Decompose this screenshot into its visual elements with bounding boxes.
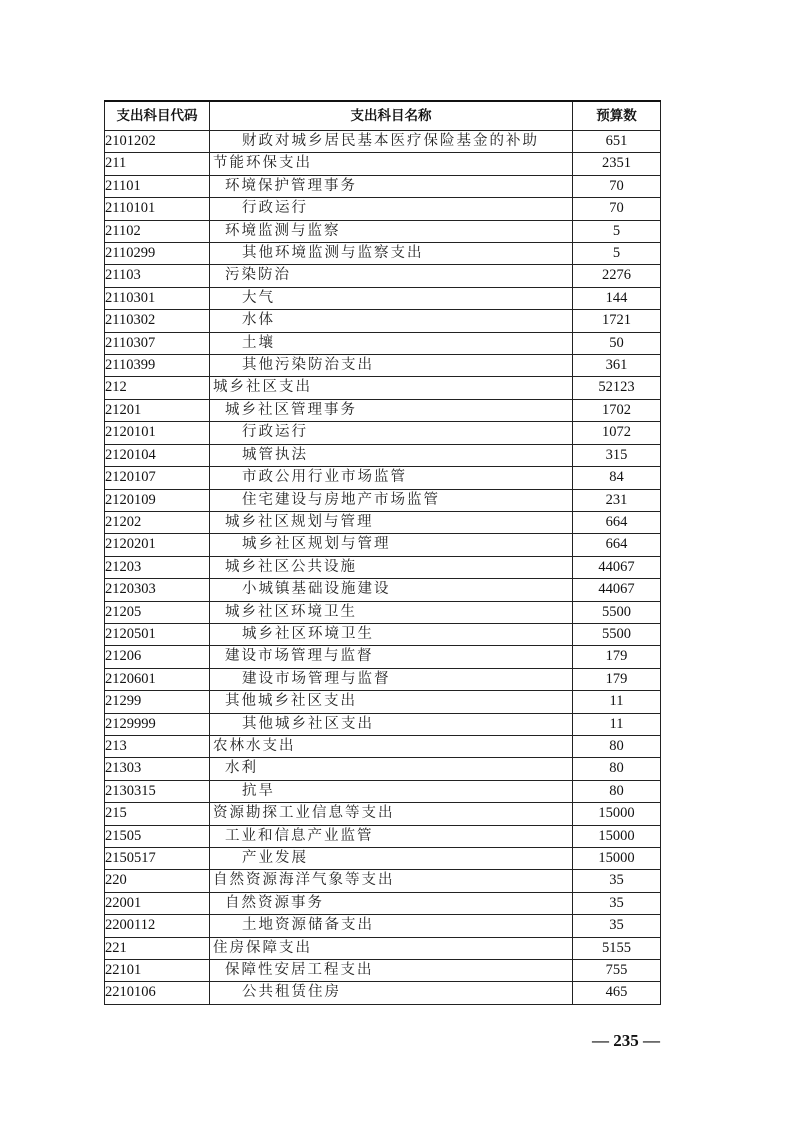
code-cell: 2110307 — [105, 332, 210, 354]
table-row — [105, 444, 661, 466]
table-row — [105, 153, 661, 175]
table-row — [105, 332, 661, 354]
table-row — [105, 175, 661, 197]
table-row — [105, 511, 661, 533]
code-cell: 21101 — [105, 175, 210, 197]
table-row — [105, 870, 661, 892]
code-cell: 21102 — [105, 220, 210, 242]
name-cell: 住房保障支出 — [210, 937, 573, 959]
amount-cell: 35 — [573, 870, 661, 892]
amount-cell: 179 — [573, 646, 661, 668]
name-cell: 其他城乡社区支出 — [210, 691, 573, 713]
code-cell: 2120107 — [105, 467, 210, 489]
code-cell: 21201 — [105, 399, 210, 421]
table-row — [105, 915, 661, 937]
amount-cell: 84 — [573, 467, 661, 489]
name-cell: 水利 — [210, 758, 573, 780]
code-cell: 21299 — [105, 691, 210, 713]
table-header-row — [105, 101, 661, 131]
table-row — [105, 758, 661, 780]
table-row — [105, 960, 661, 982]
name-cell: 住宅建设与房地产市场监管 — [210, 489, 573, 511]
name-cell: 环境保护管理事务 — [210, 175, 573, 197]
amount-cell: 80 — [573, 780, 661, 802]
name-cell: 财政对城乡居民基本医疗保险基金的补助 — [210, 131, 573, 153]
table-row — [105, 803, 661, 825]
amount-cell: 11 — [573, 713, 661, 735]
code-cell: 2120501 — [105, 623, 210, 645]
table-row — [105, 265, 661, 287]
code-cell: 2101202 — [105, 131, 210, 153]
code-cell: 2110299 — [105, 243, 210, 265]
table-row — [105, 937, 661, 959]
amount-cell: 5155 — [573, 937, 661, 959]
name-cell: 环境监测与监察 — [210, 220, 573, 242]
name-cell: 城乡社区环境卫生 — [210, 601, 573, 623]
code-cell: 2110302 — [105, 310, 210, 332]
code-cell: 22101 — [105, 960, 210, 982]
amount-cell: 44067 — [573, 556, 661, 578]
code-cell: 21303 — [105, 758, 210, 780]
amount-cell: 5 — [573, 243, 661, 265]
page-number: — 235 — — [592, 1031, 660, 1050]
name-cell: 资源勘探工业信息等支出 — [210, 803, 573, 825]
amount-cell: 755 — [573, 960, 661, 982]
code-cell: 212 — [105, 377, 210, 399]
name-cell: 城乡社区规划与管理 — [210, 511, 573, 533]
name-cell: 自然资源事务 — [210, 892, 573, 914]
name-cell: 城乡社区支出 — [210, 377, 573, 399]
amount-cell: 44067 — [573, 579, 661, 601]
name-cell: 小城镇基础设施建设 — [210, 579, 573, 601]
table-row — [105, 243, 661, 265]
budget-table — [104, 100, 661, 1005]
name-cell: 城乡社区规划与管理 — [210, 534, 573, 556]
amount-cell: 315 — [573, 444, 661, 466]
name-cell: 建设市场管理与监督 — [210, 646, 573, 668]
name-cell: 其他环境监测与监察支出 — [210, 243, 573, 265]
amount-cell: 50 — [573, 332, 661, 354]
code-cell: 21206 — [105, 646, 210, 668]
name-cell: 行政运行 — [210, 422, 573, 444]
name-cell: 城乡社区环境卫生 — [210, 623, 573, 645]
table-row — [105, 623, 661, 645]
amount-cell: 5500 — [573, 623, 661, 645]
code-cell: 220 — [105, 870, 210, 892]
amount-cell: 15000 — [573, 848, 661, 870]
amount-cell: 651 — [573, 131, 661, 153]
table-row — [105, 422, 661, 444]
code-cell: 2120101 — [105, 422, 210, 444]
amount-cell: 664 — [573, 534, 661, 556]
name-cell: 保障性安居工程支出 — [210, 960, 573, 982]
table-row — [105, 601, 661, 623]
code-cell: 221 — [105, 937, 210, 959]
code-cell: 2120104 — [105, 444, 210, 466]
amount-cell: 1721 — [573, 310, 661, 332]
table-row — [105, 310, 661, 332]
table-row — [105, 220, 661, 242]
code-cell: 21205 — [105, 601, 210, 623]
table-row — [105, 691, 661, 713]
table-row — [105, 287, 661, 309]
amount-cell: 1702 — [573, 399, 661, 421]
table-row — [105, 892, 661, 914]
name-cell: 农林水支出 — [210, 735, 573, 757]
name-cell: 工业和信息产业监管 — [210, 825, 573, 847]
amount-cell: 15000 — [573, 825, 661, 847]
amount-cell: 35 — [573, 892, 661, 914]
table-row — [105, 399, 661, 421]
code-cell: 21203 — [105, 556, 210, 578]
name-cell: 水体 — [210, 310, 573, 332]
amount-cell: 2351 — [573, 153, 661, 175]
code-cell: 21505 — [105, 825, 210, 847]
table-row — [105, 579, 661, 601]
name-cell: 城管执法 — [210, 444, 573, 466]
amount-cell: 361 — [573, 355, 661, 377]
table-row — [105, 825, 661, 847]
name-cell: 节能环保支出 — [210, 153, 573, 175]
name-cell: 其他城乡社区支出 — [210, 713, 573, 735]
code-cell: 21103 — [105, 265, 210, 287]
code-cell: 2150517 — [105, 848, 210, 870]
amount-cell: 11 — [573, 691, 661, 713]
amount-cell: 35 — [573, 915, 661, 937]
name-cell: 抗旱 — [210, 780, 573, 802]
table-row — [105, 556, 661, 578]
code-cell: 211 — [105, 153, 210, 175]
code-cell: 2120201 — [105, 534, 210, 556]
name-cell: 大气 — [210, 287, 573, 309]
code-cell: 2200112 — [105, 915, 210, 937]
amount-cell: 231 — [573, 489, 661, 511]
table-row — [105, 646, 661, 668]
name-cell: 城乡社区公共设施 — [210, 556, 573, 578]
code-cell: 21202 — [105, 511, 210, 533]
code-cell: 22001 — [105, 892, 210, 914]
code-cell: 2110101 — [105, 198, 210, 220]
amount-cell: 80 — [573, 735, 661, 757]
code-cell: 2110301 — [105, 287, 210, 309]
code-cell: 2129999 — [105, 713, 210, 735]
code-cell: 2110399 — [105, 355, 210, 377]
code-cell: 2120601 — [105, 668, 210, 690]
table-row — [105, 848, 661, 870]
amount-cell: 70 — [573, 175, 661, 197]
amount-cell: 2276 — [573, 265, 661, 287]
amount-cell: 179 — [573, 668, 661, 690]
code-cell: 2210106 — [105, 982, 210, 1004]
amount-cell: 465 — [573, 982, 661, 1004]
name-cell: 公共租赁住房 — [210, 982, 573, 1004]
name-cell: 土壤 — [210, 332, 573, 354]
table-row — [105, 131, 661, 153]
table-row — [105, 489, 661, 511]
header-amount: 预算数 — [573, 101, 661, 131]
code-cell: 215 — [105, 803, 210, 825]
table-row — [105, 780, 661, 802]
name-cell: 市政公用行业市场监管 — [210, 467, 573, 489]
table-row — [105, 713, 661, 735]
amount-cell: 15000 — [573, 803, 661, 825]
amount-cell: 1072 — [573, 422, 661, 444]
code-cell: 213 — [105, 735, 210, 757]
amount-cell: 80 — [573, 758, 661, 780]
name-cell: 行政运行 — [210, 198, 573, 220]
table-row — [105, 668, 661, 690]
amount-cell: 144 — [573, 287, 661, 309]
code-cell: 2130315 — [105, 780, 210, 802]
header-code: 支出科目代码 — [105, 101, 210, 131]
name-cell: 污染防治 — [210, 265, 573, 287]
name-cell: 城乡社区管理事务 — [210, 399, 573, 421]
table-row — [105, 467, 661, 489]
amount-cell: 664 — [573, 511, 661, 533]
code-cell: 2120303 — [105, 579, 210, 601]
name-cell: 土地资源储备支出 — [210, 915, 573, 937]
amount-cell: 5 — [573, 220, 661, 242]
name-cell: 自然资源海洋气象等支出 — [210, 870, 573, 892]
table-row — [105, 377, 661, 399]
table-row — [105, 355, 661, 377]
code-cell: 2120109 — [105, 489, 210, 511]
table-row — [105, 198, 661, 220]
amount-cell: 52123 — [573, 377, 661, 399]
name-cell: 建设市场管理与监督 — [210, 668, 573, 690]
amount-cell: 5500 — [573, 601, 661, 623]
table-row — [105, 735, 661, 757]
table-row — [105, 982, 661, 1004]
name-cell: 产业发展 — [210, 848, 573, 870]
table-row — [105, 534, 661, 556]
header-name: 支出科目名称 — [210, 101, 573, 131]
name-cell: 其他污染防治支出 — [210, 355, 573, 377]
amount-cell: 70 — [573, 198, 661, 220]
